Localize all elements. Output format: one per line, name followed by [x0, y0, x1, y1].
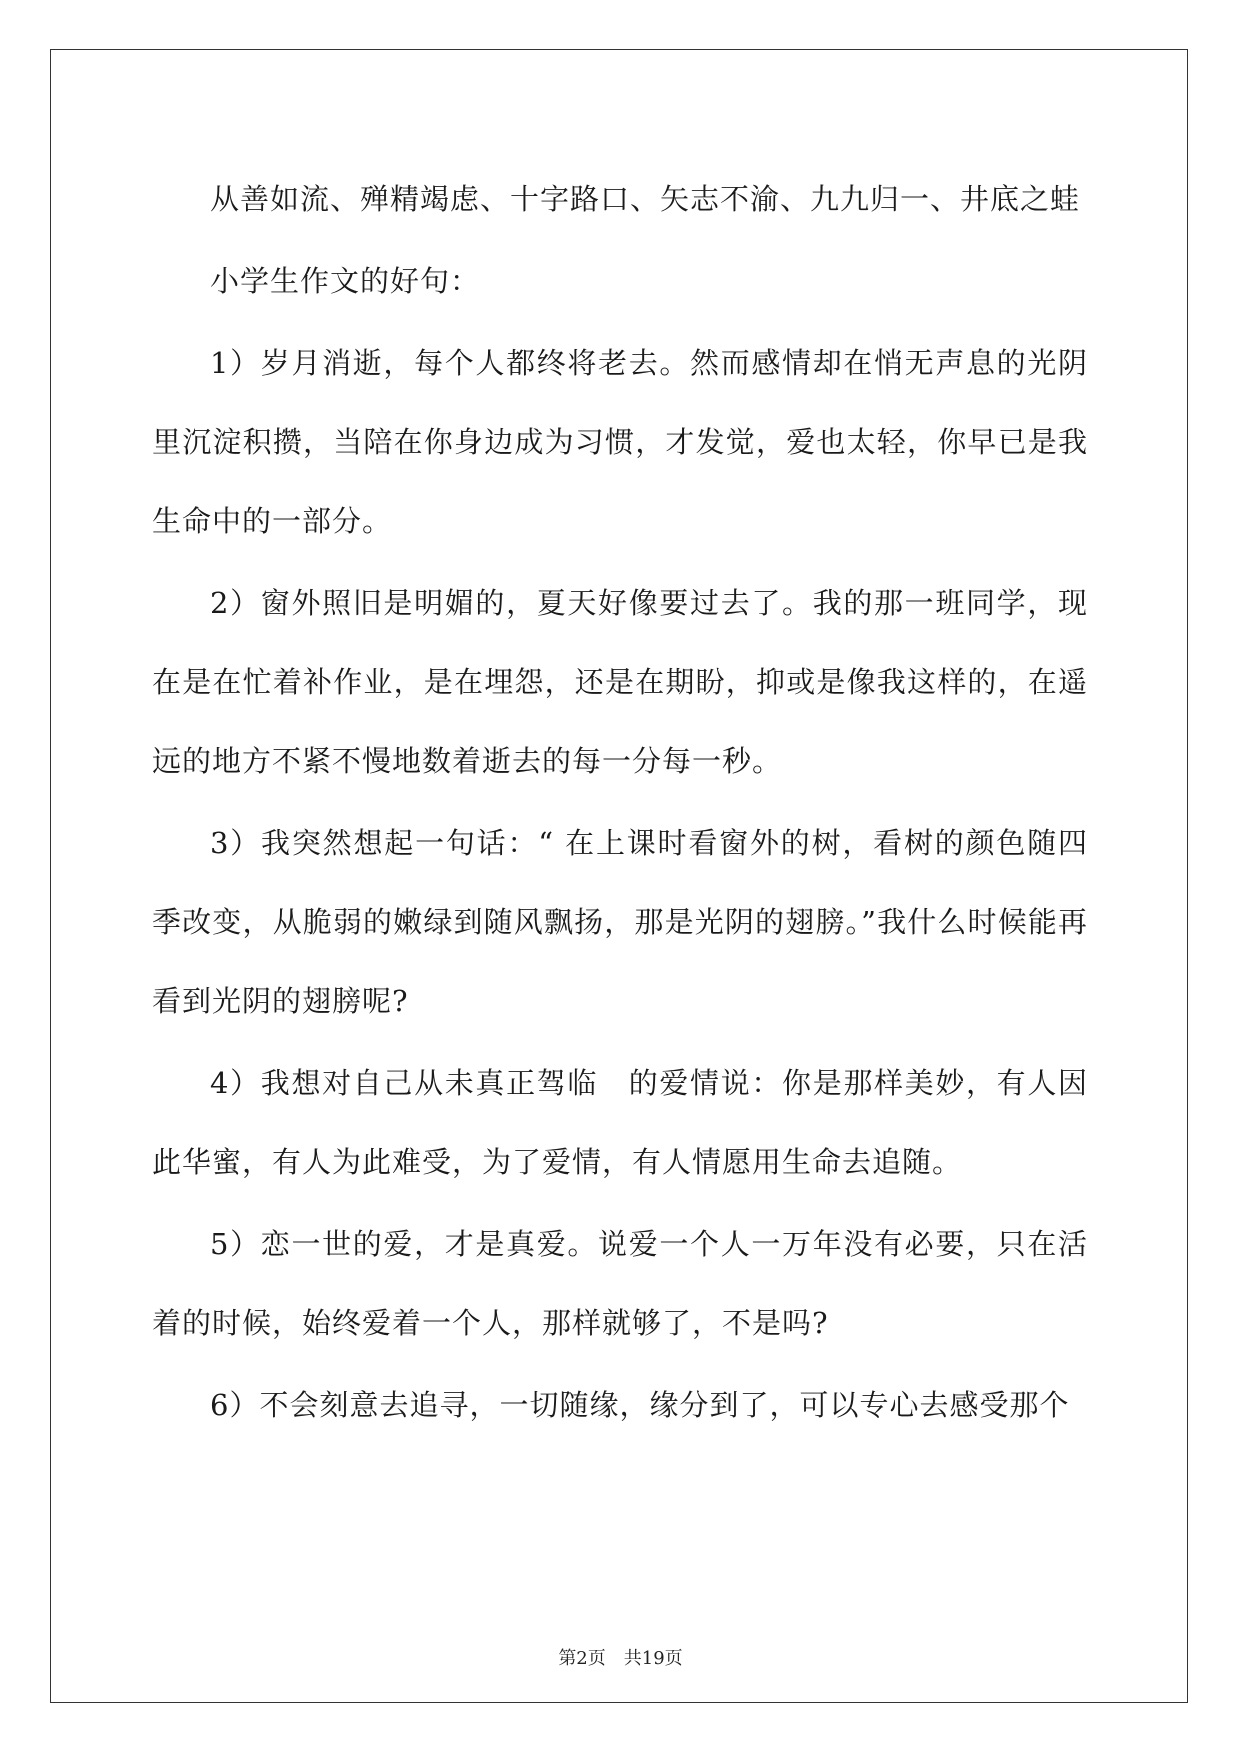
paragraph-sentence-1: 1）岁月消逝，每个人都终将老去。然而感情却在悄无声息的光阴里沉淀积攒，当陪在你身边成为习惯，才发觉，爱也太轻，你早已是我生命中的一部分。 — [152, 346, 1088, 538]
document-body — [152, 160, 1088, 1448]
paragraph-sentence-5: 5）恋一世的爱，才是真爱。说爱一个人一万年没有必要，只在活着的时候，始终爱着一个人，那样就够了，不是吗? — [152, 1227, 1088, 1340]
paragraph-sentence-3: 3）我突然想起一句话：“ 在上课时看窗外的树，看树的颜色随四季改变，从脆弱的嫩绿到随风飘扬，那是光阴的翅膀。”我什么时候能再看到光阴的翅膀呢? — [152, 826, 1088, 1018]
page-number: 第2页 共19页 — [558, 1648, 683, 1669]
paragraph-sentence-2: 2）窗外照旧是明媚的，夏天好像要过去了。我的那一班同学，现在是在忙着补作业，是在埋怨，还是在期盼，抑或是像我这样的，在遥远的地方不紧不慢地数着逝去的每一分每一秒。 — [152, 586, 1088, 778]
paragraph-sentence-4: 4）我想对自己从未真正驾临 的爱情说：你是那样美妙，有人因此华蜜，有人为此难受，为了爱情，有人情愿用生命去追随。 — [152, 1066, 1088, 1179]
paragraph-idioms: 从善如流、殚精竭虑、十字路口、矢志不渝、九九归一、井底之蛙 — [210, 182, 1081, 216]
page-footer — [0, 1644, 1241, 1670]
paragraph-heading: 小学生作文的好句： — [210, 264, 481, 298]
paragraph-sentence-6: 6）不会刻意去追寻，一切随缘，缘分到了，可以专心去感受那个 — [210, 1388, 1070, 1422]
